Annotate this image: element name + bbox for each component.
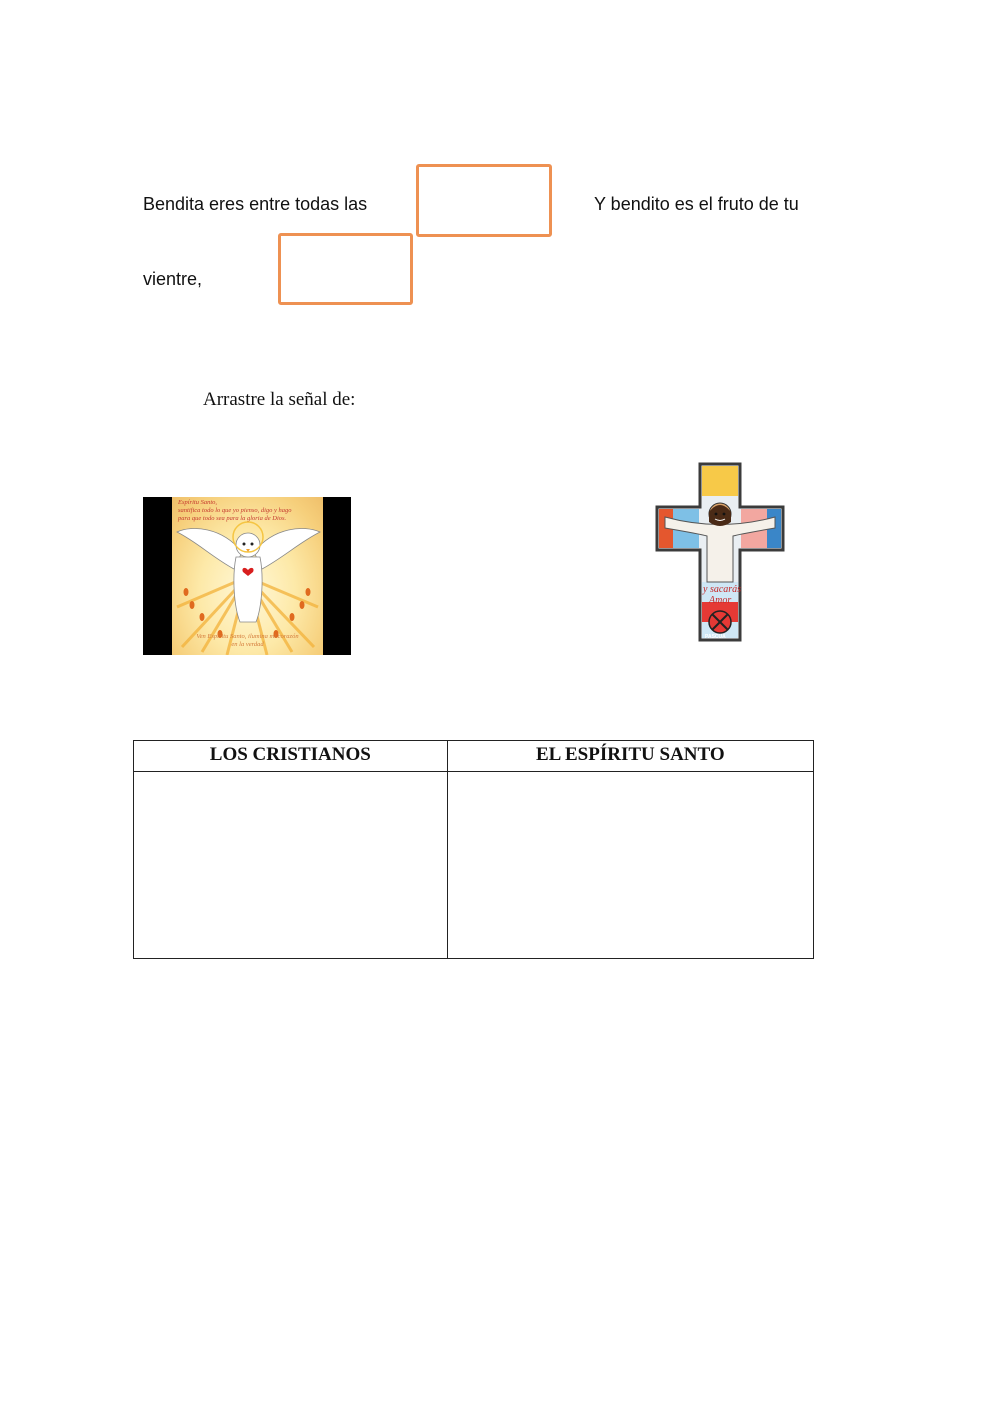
drop-zone-cristianos[interactable]: [134, 772, 448, 959]
sentence-part-3: vientre,: [143, 269, 203, 289]
dove-prayer-line: para que todo sea para la gloria de Dios.: [178, 515, 287, 522]
drop-zone-espiritu-santo[interactable]: [447, 772, 813, 959]
column-header-espiritu-santo: EL ESPÍRITU SANTO: [447, 741, 813, 772]
cross-text-line: Amor: [709, 595, 732, 606]
dove-icon: [172, 497, 323, 655]
cross-icon: [655, 462, 785, 642]
column-header-cristianos: LOS CRISTIANOS: [134, 741, 448, 772]
dove-prayer-line: Espíritu Santo,: [178, 499, 218, 506]
cross-text-line: y sacarás: [703, 584, 742, 595]
dove-prayer-line: en la verdad: [231, 641, 264, 648]
sentence-part-1: Bendita eres entre todas las: [143, 194, 368, 214]
dove-prayer-line: Ven Espíritu Santo, ilumina mi corazón: [196, 633, 299, 640]
dove-prayer-line: santifica todo lo que yo pienso, digo y hago: [178, 507, 292, 514]
sentence-part-2: Y bendito es el fruto de tu: [594, 194, 799, 214]
crucifix-image[interactable]: [655, 462, 785, 642]
dove-illustration: [172, 497, 323, 655]
instruction-text: Arrastre la señal de:: [203, 389, 356, 410]
cross-badge-text: PASCUA: [705, 634, 726, 640]
drop-box-1[interactable]: [416, 164, 552, 237]
drop-box-2[interactable]: [278, 233, 413, 305]
answer-table: [133, 740, 814, 959]
holy-spirit-dove-image[interactable]: [143, 497, 351, 655]
